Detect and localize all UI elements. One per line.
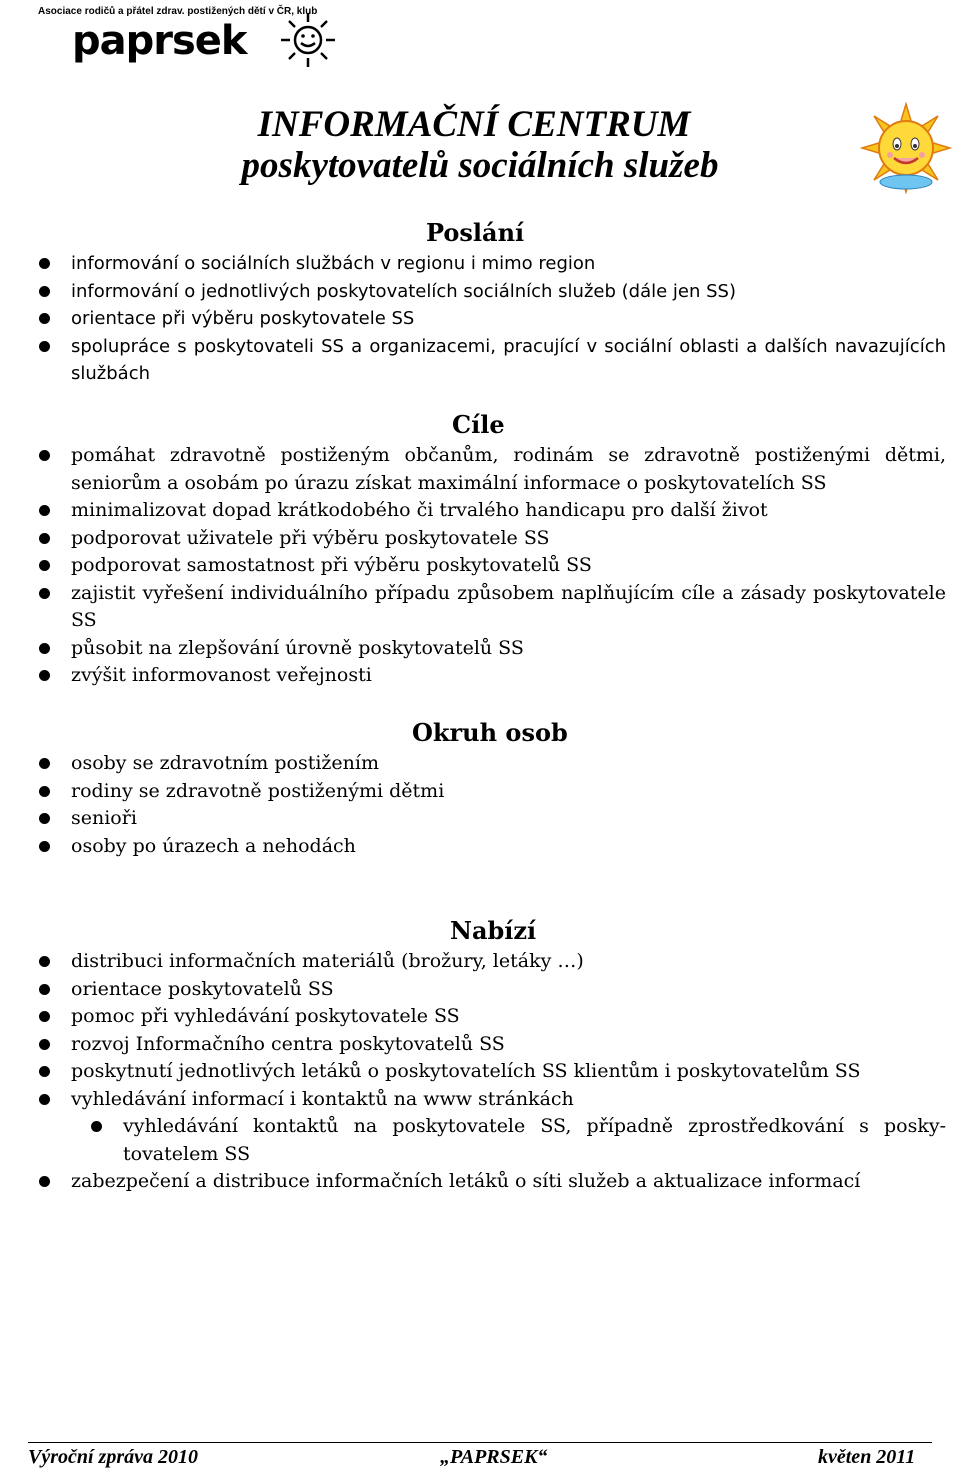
- section-heading-nabizi: Nabízí: [450, 916, 537, 945]
- page-subtitle: poskytovatelů sociálních služeb: [241, 145, 719, 186]
- okruh-list: [38, 750, 946, 860]
- list-item: podporovat uživatele při výběru poskytovatele SS: [38, 525, 946, 553]
- footer-divider: [28, 1442, 932, 1443]
- list-item: rozvoj Informačního centra poskytovatelů SS: [38, 1031, 946, 1059]
- nabizi-list: [38, 948, 946, 1196]
- footer-right: květen 2011: [818, 1446, 916, 1468]
- list-item: orientace poskytovatelů SS: [38, 976, 946, 1004]
- list-item: zabezpečení a distribuce informačních letáků o síti služeb a aktualizace informací: [38, 1168, 946, 1196]
- list-item: senioři: [38, 805, 946, 833]
- list-item: rodiny se zdravotně postiženými dětmi: [38, 778, 946, 806]
- list-item: vyhledávání informací i kontaktů na www stránkách: [38, 1086, 946, 1114]
- sun-outline-icon: [278, 10, 338, 70]
- list-item: minimalizovat dopad krátkodobého či trvalého handicapu pro další život: [38, 497, 946, 525]
- logo: [30, 2, 330, 72]
- list-item: zajistit vyřešení individuálního případu způsobem naplňujícím cíle a zásady poskytovatele SS: [38, 580, 946, 635]
- list-item: spolupráce s poskytovateli SS a organizacemi, pracující v sociální oblasti a dalších navazujících službách: [38, 333, 946, 388]
- list-item: zvýšit informovanost veřejnosti: [38, 662, 946, 690]
- list-item: pomoc při vyhledávání poskytovatele SS: [38, 1003, 946, 1031]
- page-title: INFORMAČNÍ CENTRUM: [257, 104, 691, 145]
- poslani-list: [38, 250, 946, 388]
- association-name: Asociace rodičů a přátel zdrav. postižených dětí v ČR, klub: [38, 6, 318, 17]
- cile-list: [38, 442, 946, 690]
- footer-center: „PAPRSEK“: [440, 1446, 548, 1468]
- section-heading-okruh: Okruh osob: [412, 718, 568, 747]
- list-item: informování o jednotlivých poskytovatelích sociálních služeb (dále jen SS): [38, 278, 946, 306]
- list-item: podporovat samostatnost při výběru poskytovatelů SS: [38, 552, 946, 580]
- sun-illustration-icon: [860, 102, 952, 194]
- list-item: poskytnutí jednotlivých letáků o poskytovatelích SS klientům i poskytovatelům SS: [38, 1058, 946, 1086]
- footer-left: Výroční zpráva 2010: [28, 1446, 198, 1468]
- list-item: distribuci informačních materiálů (brožury, letáky …): [38, 948, 946, 976]
- logo-wordmark: paprsek: [72, 18, 247, 64]
- list-item: působit na zlepšování úrovně poskytovatelů SS: [38, 635, 946, 663]
- sub-list-item: vyhledávání kontaktů na poskytovatele SS, případně zprostředkování s poskytovatelem SS: [90, 1113, 946, 1168]
- list-item: osoby po úrazech a nehodách: [38, 833, 946, 861]
- section-heading-cile: Cíle: [452, 410, 505, 439]
- list-item: osoby se zdravotním postižením: [38, 750, 946, 778]
- list-item: pomáhat zdravotně postiženým občanům, rodinám se zdravotně postiženými dětmi, seniorům a osobám po úrazu získat maximální informace o poskytovatelích SS: [38, 442, 946, 497]
- list-item: informování o sociálních službách v regionu i mimo region: [38, 250, 946, 278]
- list-item: orientace při výběru poskytovatele SS: [38, 305, 946, 333]
- section-heading-poslani: Poslání: [426, 218, 525, 247]
